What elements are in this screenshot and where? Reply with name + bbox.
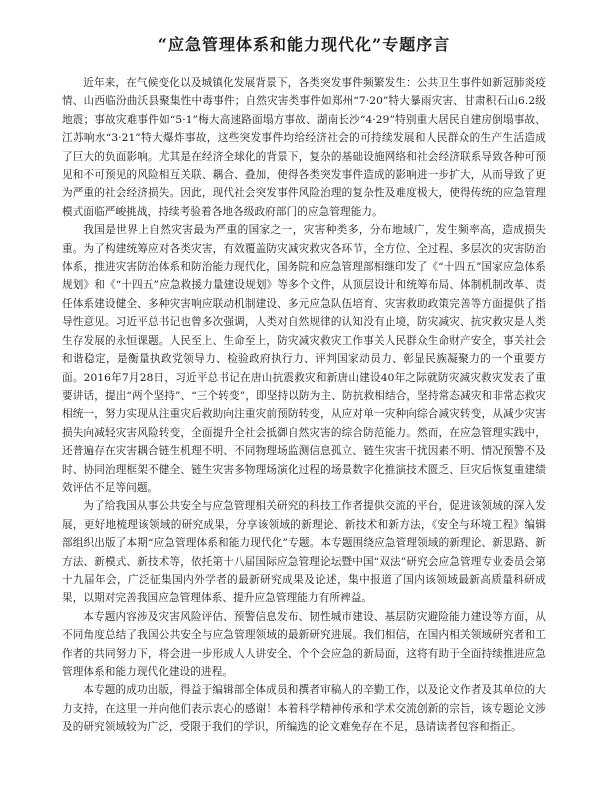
document-title: “应急管理体系和能力现代化”专题序言: [157, 35, 451, 54]
document-body: [62, 74, 546, 737]
paragraph-5: 本专题的成功出版，得益于编辑部全体成员和撰者审稿人的辛勤工作，以及论文作者及其单位的大力支持，在这里一并向他们表示衷心的感谢！本着科学精神传承和学术交流创新的宗旨，该专题论文涉及的研究领域较为广泛，受限于我们的学识，所编选的论文难免存在不足，恳请读者包容和指正。: [62, 684, 546, 734]
paragraph-3: 为了给我国从事公共安全与应急管理相关研究的科技工作者提供交流的平台，促进该领域的深入发展，更好地梳理该领域的研究成果，分享该领域的新理论、新技术和新方法，《安全与环境工程》编辑部组织出版了本期“应急管理体系和能力现代化”专题。本专题围绕应急管理领域的新理论、新思路、新方法、新模式、新技术等，依托第十八届国际应急管理论坛暨中国“双法”研究会应急管理专业委员会第十九届年会，广泛征集国内外学者的最新研究成果及论述，集中报道了国内该领域最新高质量科研成果，以期对完善我国应急管理体系、提升应急管理能力有所裨益。: [62, 500, 546, 605]
paragraph-1: 近年来，在气候变化以及城镇化发展背景下，各类突发事件频繁发生：公共卫生事件如新冠肺炎疫情、山西临汾曲沃县聚集性中毒事件；自然灾害类事件如郑州“7·20”特大暴雨灾害、甘肃积石山6.2级地震；事故灾难事件如“5·1”梅大高速路面塌方事故、湖南长沙“4·29”特别重大居民自建房倒塌事故、江苏响水“3·21”特大爆炸事故，这些突发事件均给经济社会的可持续发展和人民群众的生产生活造成了巨大的负面影响。尤其是在经济全球化的背景下，复杂的基础设施网络和社会经济联系导致各种可预见和不可预见的风险相互关联、耦合、叠加，使得各类突发事件造成的影响进一步扩大，从而导致了更为严重的社会经济损失。因此，现代社会突发事件风险治理的复杂性及难度极大，使得传统的应急管理模式面临严峻挑战，持续考验着各地各级政府部门的应急管理能力。: [62, 77, 546, 218]
paragraph-4: 本专题内容涉及灾害风险评估、预警信息发布、韧性城市建设、基层防灾避险能力建设等方面，从不同角度总结了我国公共安全与应急管理领域的最新研究进展。我们相信，在国内相关领域研究者和工作者的共同努力下，将会进一步形成人人讲安全、个个会应急的新局面，这将有助于全面持续推进应急管理体系和能力现代化建设的进程。: [62, 610, 546, 678]
paragraph-2: 我国是世界上自然灾害最为严重的国家之一，灾害种类多，分布地域广，发生频率高，造成损失重。为了构建统筹应对各类灾害，有效覆盖防灾减灾救灾各环节，全方位、全过程、多层次的灾害防治体系，推进灾害防治体系和防治能力现代化，国务院和应急管理部相继印发了《“十四五”国家应急体系规划》和《“十四五”应急救援力量建设规划》等多个文件，从顶层设计和统筹布局、体制机制改革、责任体系建设健全、多种灾害响应联动机制建设、多元应急队伍培育、灾害救助政策完善等方面提供了指导性意见。习近平总书记也曾多次强调，人类对自然规律的认知没有止境，防灾减灾、抗灾救灾是人类生存发展的永恒课题。人民至上、生命至上，防灾减灾救灾工作事关人民群众生命财产安全，事关社会和谐稳定，是衡量执政党领导力、检验政府执行力、评判国家动员力、彰显民族凝聚力的一个重要方面。2016年7月28日，习近平总书记在唐山抗震救灾和新唐山建设40年之际就防灾减灾救灾发表了重要讲话，提出“两个坚持”、“三个转变”，即坚持以防为主、防抗救相结合，坚持常态减灾和非常态救灾相统一，努力实现从注重灾后救助向注重灾前预防转变，从应对单一灾种向综合减灾转变，从减少灾害损失向减轻灾害风险转变，全面提升全社会抵御自然灾害的综合防范能力。然而，在应急管理实践中，还普遍存在灾害耦合链生机理不明、不同物理场监测信息孤立、链生灾害干扰因素不明、情况预警不及时、协同治理框架不健全、链生灾害多物理场演化过程的场景数字化推演技术匮乏、巨灾后恢复重建绩效评估不足等问题。: [62, 224, 546, 494]
document-page: [62, 34, 546, 737]
